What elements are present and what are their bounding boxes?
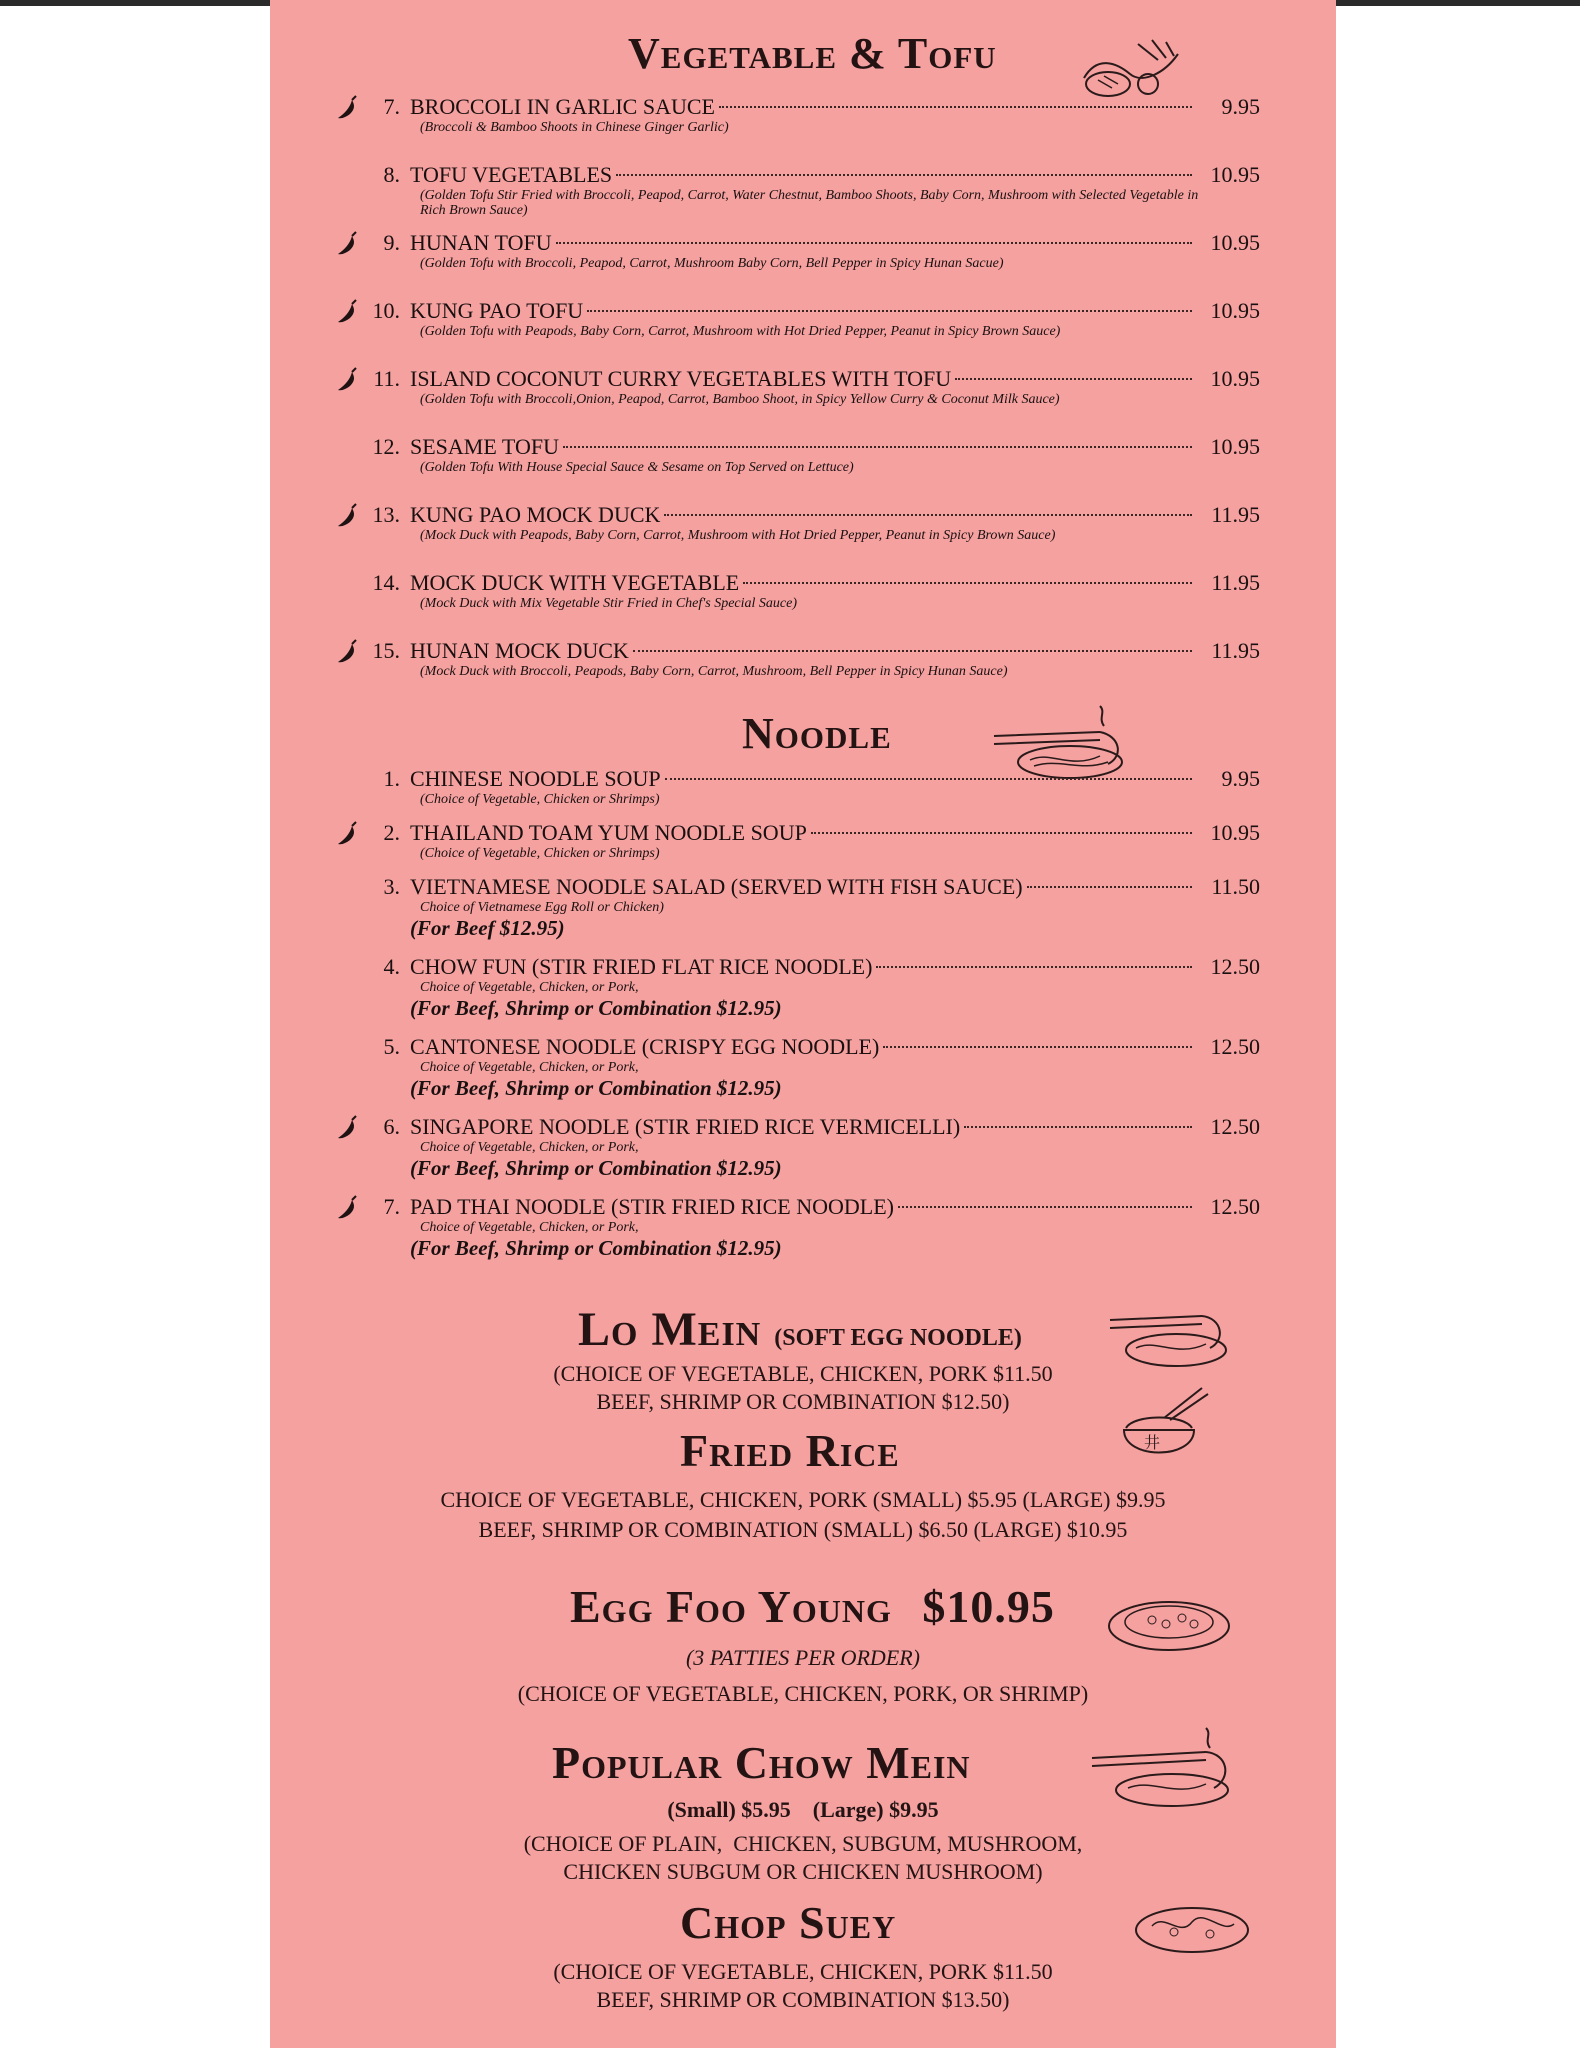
chow-mein-prices: (Small) $5.95 (Large) $9.95 (667, 1797, 939, 1822)
leader-dots (633, 650, 1192, 652)
item-row (330, 434, 1260, 460)
item-price: 9.95 (1221, 766, 1260, 791)
item-price: 10.95 (1210, 366, 1260, 391)
item-row (330, 638, 1260, 664)
item-price: 10.95 (1210, 820, 1260, 845)
item-price: 11.95 (1211, 570, 1260, 595)
item-row (330, 162, 1260, 188)
lo-mein-subtitle: (SOFT EGG NOODLE) (774, 1325, 1022, 1351)
pepper-icon (334, 94, 360, 120)
veg-item (330, 570, 1260, 611)
section-title-lo-mein (578, 1302, 1022, 1357)
leader-dots (1027, 886, 1192, 888)
item-name: THAILAND TOAM YUM NOODLE SOUP (410, 820, 807, 845)
item-name: CANTONESE NOODLE (CRISPY EGG NOODLE) (410, 1034, 880, 1059)
item-number: 15. (372, 638, 400, 663)
noodle-item (330, 1114, 1260, 1181)
noodle-item (330, 874, 1260, 941)
egg-dish-icon (1130, 1898, 1254, 1958)
leader-dots (955, 378, 1192, 380)
section-title-fried-rice: Fried Rice (680, 1425, 900, 1476)
item-description: (Golden Tofu with Broccoli, Peapod, Carrot, Mushroom Baby Corn, Bell Pepper in Spicy Hunan Sacue) (420, 256, 1004, 271)
item-number: 13. (372, 502, 400, 527)
item-price: 12.50 (1210, 954, 1260, 979)
chop-suey-line1: (CHOICE OF VEGETABLE, CHICKEN, PORK $11.50 (553, 1959, 1053, 1984)
item-row (330, 1114, 1260, 1140)
veg-item (330, 298, 1260, 339)
item-number: 8. (383, 162, 400, 187)
item-name: MOCK DUCK WITH VEGETABLE (410, 570, 740, 595)
item-row (330, 570, 1260, 596)
leader-dots (664, 514, 1192, 516)
item-row (330, 366, 1260, 392)
chop-suey-line2: BEEF, SHRIMP OR COMBINATION $13.50) (596, 1987, 1010, 2012)
item-row (330, 954, 1260, 980)
lo-mein-line2: BEEF, SHRIMP OR COMBINATION $12.50) (596, 1389, 1010, 1414)
item-price: 10.95 (1210, 434, 1260, 459)
item-name: ISLAND COCONUT CURRY VEGETABLES WITH TOFU (410, 366, 952, 391)
item-row (330, 502, 1260, 528)
item-name: SESAME TOFU (410, 434, 559, 459)
noodle-item (330, 766, 1260, 807)
item-extra-price: (For Beef $12.95) (410, 916, 565, 940)
item-name: SINGAPORE NOODLE (STIR FRIED RICE VERMICELLI) (410, 1114, 961, 1139)
egg-foo-young-line1: (3 PATTIES PER ORDER) (685, 1645, 921, 1670)
leader-dots (898, 1206, 1192, 1208)
section-title-noodle: Noodle (742, 709, 892, 758)
leader-dots (876, 966, 1192, 968)
pepper-icon (334, 1194, 360, 1220)
leader-dots (665, 778, 1192, 780)
item-row (330, 820, 1260, 846)
egg-foo-young-line2: (CHOICE OF VEGETABLE, CHICKEN, PORK, OR SHRIMP) (517, 1681, 1089, 1706)
item-extra-price: (For Beef, Shrimp or Combination $12.95) (410, 1076, 782, 1100)
item-number: 14. (372, 570, 400, 595)
item-row (330, 230, 1260, 256)
item-number: 7. (383, 1194, 400, 1219)
item-name: KUNG PAO TOFU (410, 298, 584, 323)
pepper-icon (334, 298, 360, 324)
item-number: 11. (373, 366, 400, 391)
leader-dots (811, 832, 1192, 834)
item-price: 11.95 (1211, 638, 1260, 663)
fried-rice-line2: BEEF, SHRIMP OR COMBINATION (SMALL) $6.50 (LARGE) $10.95 (478, 1517, 1128, 1542)
item-description: (Golden Tofu with Broccoli,Onion, Peapod, Carrot, Bamboo Shoot, in Spicy Yellow Curry & Coconut Milk Sauce) (420, 392, 1060, 407)
leader-dots (883, 1046, 1192, 1048)
item-name: HUNAN MOCK DUCK (410, 638, 629, 663)
chow-mein-line1: (CHOICE OF PLAIN, CHICKEN, SUBGUM, MUSHROOM, (523, 1831, 1083, 1856)
item-name: TOFU VEGETABLES (410, 162, 613, 187)
item-row (330, 298, 1260, 324)
item-description: Choice of Vegetable, Chicken, or Pork, (420, 1220, 639, 1235)
item-description: (Mock Duck with Mix Vegetable Stir Fried in Chef's Special Sauce) (420, 596, 797, 611)
item-name: BROCCOLI IN GARLIC SAUCE (410, 94, 715, 119)
pepper-icon (334, 502, 360, 528)
item-description: (Broccoli & Bamboo Shoots in Chinese Ginger Garlic) (420, 120, 729, 135)
section-title-vegetable-tofu: Vegetable & Tofu (628, 29, 997, 78)
veg-item (330, 502, 1260, 543)
item-number: 9. (383, 230, 400, 255)
item-description: (Golden Tofu Stir Fried with Broccoli, Peapod, Carrot, Water Chestnut, Bamboo Shoots, Baby Corn, Mushroom with Selected Vegetable in Rich Brown Sauce) (420, 188, 1199, 218)
item-row (330, 1194, 1260, 1220)
veg-item (330, 638, 1260, 679)
pepper-icon (334, 1114, 360, 1140)
leader-dots (556, 242, 1192, 244)
item-description: Choice of Vegetable, Chicken, or Pork, (420, 980, 639, 995)
item-number: 6. (383, 1114, 400, 1139)
rice-bowl-icon (1114, 1384, 1214, 1468)
item-price: 12.50 (1210, 1114, 1260, 1139)
fried-rice-line1: CHOICE OF VEGETABLE, CHICKEN, PORK (SMALL) $5.95 (LARGE) $9.95 (440, 1487, 1166, 1512)
item-extra-price: (For Beef, Shrimp or Combination $12.95) (410, 996, 782, 1020)
pepper-icon (334, 366, 360, 392)
item-name: CHOW FUN (STIR FRIED FLAT RICE NOODLE) (410, 954, 873, 979)
item-number: 3. (383, 874, 400, 899)
item-name: PAD THAI NOODLE (STIR FRIED RICE NOODLE) (410, 1194, 894, 1219)
item-description: Choice of Vegetable, Chicken, or Pork, (420, 1060, 639, 1075)
item-price: 11.95 (1211, 502, 1260, 527)
item-row (330, 766, 1260, 792)
item-description: (Golden Tofu With House Special Sauce & Sesame on Top Served on Lettuce) (420, 460, 854, 475)
item-name: VIETNAMESE NOODLE SALAD (SERVED WITH FISH SAUCE) (410, 874, 1023, 899)
section-title-popular-chow-mein: Popular Chow Mein (552, 1737, 971, 1788)
veg-item (330, 162, 1260, 218)
pepper-icon (334, 820, 360, 846)
item-row (330, 1034, 1260, 1060)
item-price: 12.50 (1210, 1194, 1260, 1219)
item-price: 11.50 (1211, 874, 1260, 899)
veg-item (330, 434, 1260, 475)
item-number: 7. (383, 94, 400, 119)
item-description: (Choice of Vegetable, Chicken or Shrimps) (420, 792, 660, 807)
pepper-icon (334, 230, 360, 256)
veg-item (330, 230, 1260, 271)
section-title-chop-suey: Chop Suey (680, 1897, 897, 1948)
item-price: 12.50 (1210, 1034, 1260, 1059)
svg-text:井: 井 (1144, 1433, 1161, 1452)
leader-dots (743, 582, 1192, 584)
item-name: CHINESE NOODLE SOUP (410, 766, 661, 791)
noodle-item (330, 1194, 1260, 1261)
item-number: 12. (372, 434, 400, 459)
item-price: 10.95 (1210, 298, 1260, 323)
item-number: 10. (372, 298, 400, 323)
item-number: 2. (383, 820, 400, 845)
egg-foo-young-price: $10.95 (922, 1581, 1055, 1632)
item-name: HUNAN TOFU (410, 230, 552, 255)
item-description: Choice of Vietnamese Egg Roll or Chicken) (420, 900, 664, 915)
item-number: 1. (383, 766, 400, 791)
chow-mein-line2: CHICKEN SUBGUM OR CHICKEN MUSHROOM) (563, 1859, 1043, 1884)
section-title-egg-foo-young (570, 1580, 1055, 1633)
item-price: 10.95 (1210, 162, 1260, 187)
item-description: (Choice of Vegetable, Chicken or Shrimps) (420, 846, 660, 861)
item-price: 10.95 (1210, 230, 1260, 255)
pepper-icon (334, 638, 360, 664)
veg-item (330, 366, 1260, 407)
item-row (330, 94, 1260, 120)
item-name: KUNG PAO MOCK DUCK (410, 502, 661, 527)
noodle-item (330, 1034, 1260, 1101)
lo-mein-title: Lo Mein (578, 1303, 762, 1356)
leader-dots (964, 1126, 1192, 1128)
item-extra-price: (For Beef, Shrimp or Combination $12.95) (410, 1156, 782, 1180)
egg-foo-young-title: Egg Foo Young (570, 1581, 892, 1632)
item-number: 4. (383, 954, 400, 979)
item-price: 9.95 (1221, 94, 1260, 119)
veg-item (330, 94, 1260, 135)
noodle-item (330, 820, 1260, 861)
item-description: (Mock Duck with Broccoli, Peapods, Baby Corn, Carrot, Mushroom, Bell Pepper in Spicy Hunan Sauce) (420, 664, 1008, 679)
item-number: 5. (383, 1034, 400, 1059)
noodle-item (330, 954, 1260, 1021)
item-row (330, 874, 1260, 900)
item-description: Choice of Vegetable, Chicken, or Pork, (420, 1140, 639, 1155)
item-extra-price: (For Beef, Shrimp or Combination $12.95) (410, 1236, 782, 1260)
leader-dots (587, 310, 1192, 312)
leader-dots (719, 106, 1192, 108)
lo-mein-line1: (CHOICE OF VEGETABLE, CHICKEN, PORK $11.50 (553, 1361, 1053, 1386)
leader-dots (563, 446, 1192, 448)
leader-dots (616, 174, 1192, 176)
item-description: (Mock Duck with Peapods, Baby Corn, Carrot, Mushroom with Hot Dried Pepper, Peanut in Spicy Brown Sauce) (420, 528, 1056, 543)
item-description: (Golden Tofu with Peapods, Baby Corn, Carrot, Mushroom with Hot Dried Pepper, Peanut in Spicy Brown Sauce) (420, 324, 1061, 339)
